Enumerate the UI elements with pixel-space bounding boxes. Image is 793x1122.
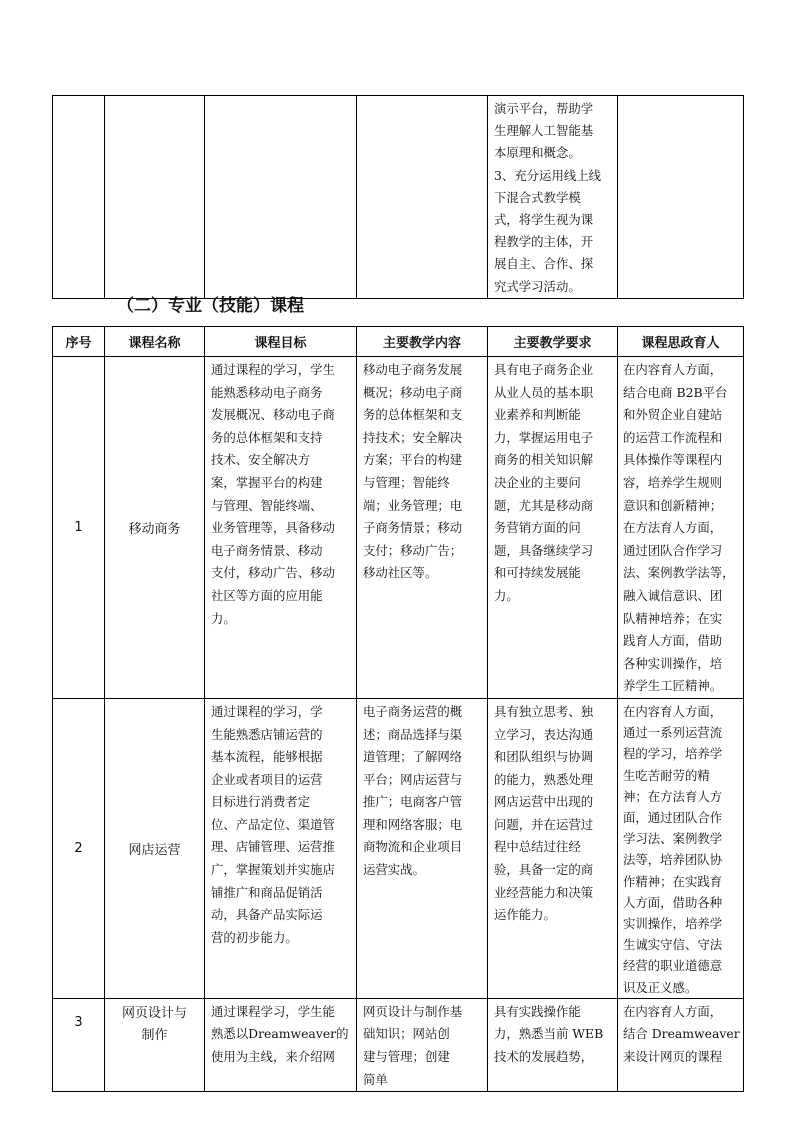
main-content: 移动电子商务发展 概况；移动电子商 务的总体框架和支 持技术；安全解决 方案；平台的构建 与管理；智能终 端；业务管理；电 子商务情景；移动 支付；移动广告； 移动社区等。 <box>357 357 488 699</box>
row-number: 1 <box>53 357 105 699</box>
main-requirement: 具有独立思考、独 立学习，表达沟通 和团队组织与协调 的能力，熟悉处理 网店运营中出现的 问题，并在运营过 程中总结过往经 验，具备一定的商 业经营能力和决策 运作能力。 <box>488 698 618 998</box>
table-row <box>53 998 744 1091</box>
course-goal: 通过课程学习，学生能 熟悉以Dreamweaver的 使用为主线，来介绍网 <box>205 998 357 1091</box>
table-row <box>53 698 744 998</box>
header-main-requirement: 主要教学要求 <box>488 327 618 357</box>
top-table-cell-goal <box>205 96 357 299</box>
course-name: 移动商务 <box>105 357 205 699</box>
top-table-cell-name <box>105 96 205 299</box>
course-table <box>52 326 744 1092</box>
main-requirement: 具有电子商务企业 从业人员的基本职 业素养和判断能 力，掌握运用电子 商务的相关知识解 决企业的主要问 题，尤其是移动商 务营销方面的问 题，具备继续学习 和可持续发展能 力。 <box>488 357 618 699</box>
course-goal: 通过课程的学习，学生 能熟悉移动电子商务 发展概况、移动电子商 务的总体框架和支持 技术、安全解决方 案，掌握平台的构建 与管理、智能终端、 业务管理等，具备移动 电子商务情景、移动 支付，移动广告、移动 社区等方面的应用能 力。 <box>205 357 357 699</box>
top-table-cell-content <box>357 96 488 299</box>
top-table-cell-requirement: 演示平台，帮助学 生理解人工智能基 本原理和概念。 3、充分运用线上线 下混合式教学模 式，将学生视为课 程教学的主体，开 展自主、合作、探 究式学习活动。 <box>488 96 618 299</box>
header-course-goal: 课程目标 <box>205 327 357 357</box>
course-goal: 通过课程的学习，学 生能熟悉店铺运营的 基本流程，能够根据 企业或者项目的运营 目标进行消费者定 位、产品定位、渠道管 理、店铺管理、运营推 广，掌握策划并实施店 铺推广和商品促销活 动，具备产品实际运 营的初步能力。 <box>205 698 357 998</box>
header-no: 序号 <box>53 327 105 357</box>
top-table-cell-ideology <box>618 96 744 299</box>
header-course-name: 课程名称 <box>105 327 205 357</box>
main-requirement: 具有实践操作能 力，熟悉当前 WEB 技术的发展趋势， <box>488 998 618 1091</box>
header-ideology-education: 课程思政育人 <box>618 327 744 357</box>
row-number: 2 <box>53 698 105 998</box>
top-table-cell-no <box>53 96 105 299</box>
ideology-education: 在内容育人方面， 结合 Dreamweaver 来设计网页的课程 <box>618 998 744 1091</box>
ideology-education: 在内容育人方面， 通过一系列运营流 程的学习，培养学 生吃苦耐劳的精 神；在方法育人方 面，通过团队合作 学习法、案例教学 法等，培养团队协 作精神；在实践育 人方面，借助各种 实训操作，培养学 生诚实守信、守法 经营的职业道德意 识及正义感。 <box>618 698 744 998</box>
course-name: 网页设计与 制作 <box>105 998 205 1091</box>
header-main-content: 主要教学内容 <box>357 327 488 357</box>
course-name: 网店运营 <box>105 698 205 998</box>
main-content: 网页设计与制作基 础知识；网站创 建与管理；创建 简单 <box>357 998 488 1091</box>
table-row <box>53 357 744 699</box>
main-content: 电子商务运营的概 述；商品选择与渠 道管理；了解网络 平台；网店运营与 推广；电商客户管 理和网络客服；电 商物流和企业项目 运营实战。 <box>357 698 488 998</box>
course-table-header-row <box>53 327 744 357</box>
row-number: 3 <box>53 998 105 1091</box>
top-table-continuation <box>52 95 744 299</box>
ideology-education: 在内容育人方面， 结合电商 B2B平台 和外贸企业自建站 的运营工作流程和 具体操作等课程内 容，培养学生规则 意识和创新精神； 在方法育人方面， 通过团队合作学习 法、案例教学法等， 融入诚信意识、团 队精神培养；在实 践育人方面，借助 各种实训操作，培 养学生工匠精神。 <box>618 357 744 699</box>
section-heading: （二）专业（技能）课程 <box>117 296 304 316</box>
